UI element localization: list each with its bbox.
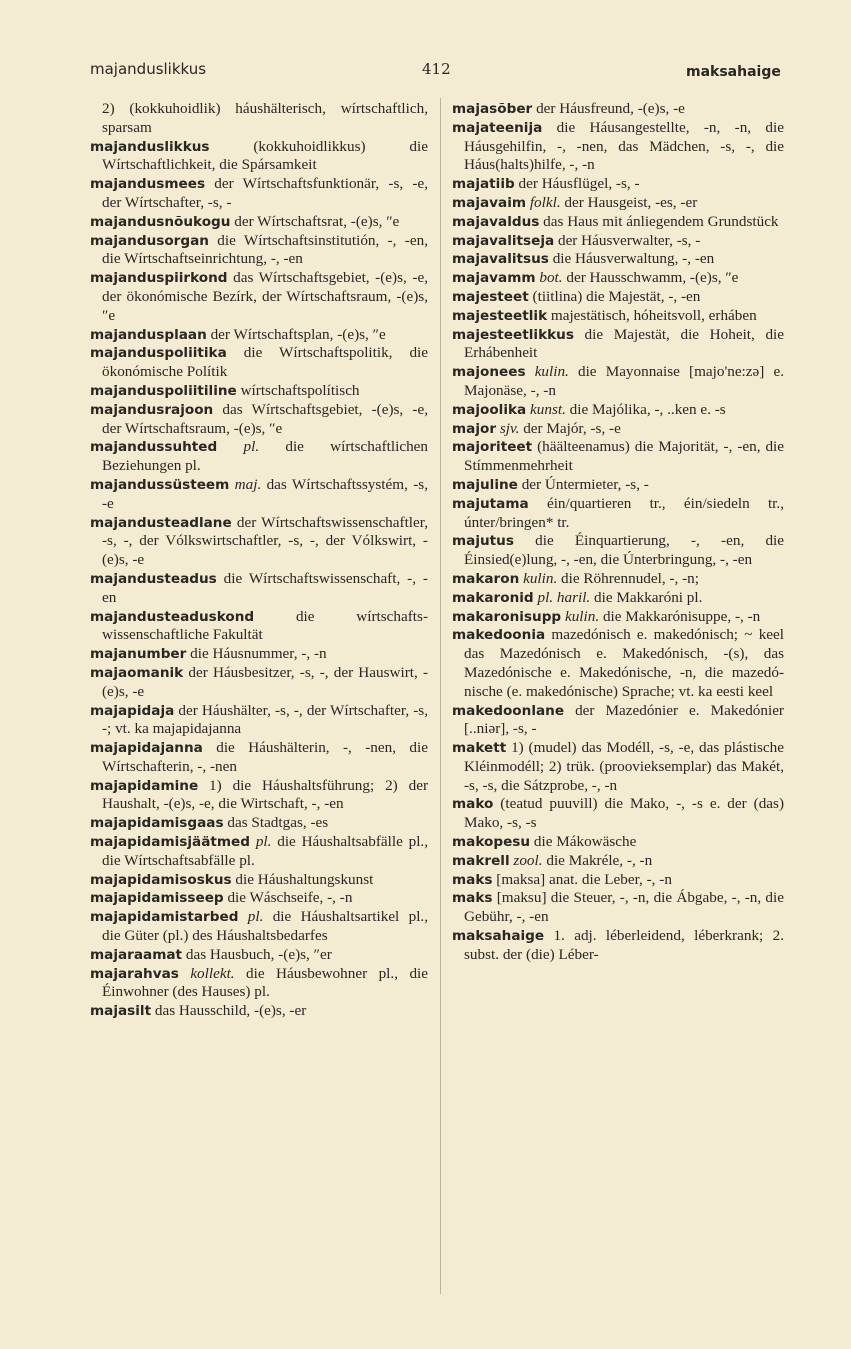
dictionary-entry [452,476,784,495]
entry-label: kollekt. [190,964,235,982]
dictionary-entry [90,401,428,439]
entry-headword: majapidamisgaas [90,815,224,832]
header-left-guideword: majanduslikkus [90,60,207,78]
entry-headword: majapidajanna [90,740,203,757]
entry-headword: majutus [452,533,514,550]
entry-headword: majutama [452,495,529,512]
entry-definition: die Háusverwaltung, -, -en [548,250,715,268]
entry-headword: major [452,420,497,437]
dictionary-entry [452,702,784,740]
dictionary-entry [90,269,428,325]
entry-definition: 2) (kokkuhoidlik) háushälterisch, wírtschaftlich, sparsam [102,100,428,136]
entry-headword: majandusteaduskond [90,608,255,625]
entry-definition: éin/quartieren tr., éin/siedeln tr., únter/bringen* tr. [464,494,784,531]
entry-headword: majandussuhted [90,439,218,456]
dictionary-entry [452,119,784,175]
entry-definition: die wírtschaftswissenschaftliche Fakultät [102,607,428,644]
entry-definition: (kokkuhoidlikkus) die Wírtschaftlichkeit, die Spársamkeit [102,137,428,174]
entry-definition: die Makkaróni pl. [590,588,703,606]
entry-headword: majanduspoliitika [90,345,227,362]
entry-definition: die Makréle, -, -n [542,851,653,869]
entry-definition: das Haus mit ánliegendem Grundstück [539,212,779,230]
entry-definition: der Majór, -s, -e [519,419,621,437]
entry-definition: [maksu] die Steuer, -, -n, die Ábgabe, -, -n, die Gebühr, -, -en [464,889,784,926]
dictionary-entry [90,871,428,890]
entry-definition: die Wírtschaftsinstitutión, -, -en, die Wírtschaftseinrichtung, -, -en [102,231,428,268]
entry-definition: der Hausgeist, -es, -er [560,193,698,211]
dictionary-entry [90,946,428,965]
entry-headword: majasilt [90,1003,152,1020]
entry-label: zool. [513,851,543,869]
dictionary-entry [90,438,428,476]
entry-definition: die Mayonnaise [majo'ne:zə] e. Majonäse, -, -n [464,363,784,399]
entry-headword: makaronisupp [452,608,562,625]
dictionary-entry [90,702,428,740]
entry-label: folkl. [529,193,561,211]
entry-headword: majateenija [452,119,543,136]
dictionary-entry [90,777,428,815]
dictionary-entry [90,232,428,270]
dictionary-entry [452,795,784,833]
dictionary-entry [90,344,428,382]
column-divider [440,98,441,1294]
dictionary-entry [90,608,428,646]
entry-headword: majapidamistarbed [90,909,239,926]
entry-headword: majandusplaan [90,326,207,343]
entry-headword: majapidamisseep [90,890,224,907]
entry-label: kulin. [534,363,569,381]
entry-headword: majoolika [452,401,527,418]
entry-definition: (tiitlina) die Majestät, -, -en [528,287,701,305]
entry-definition: das Wírtschaftssystém, -s, -e [102,475,428,512]
entry-definition: der Háusfreund, -(e)s, -e [532,100,685,117]
entry-headword: majanumber [90,646,187,663]
dictionary-entry [90,514,428,570]
dictionary-entry [452,589,784,608]
dictionary-entry [90,570,428,608]
dictionary-entry [90,382,428,401]
entry-headword: makedoonia [452,627,546,644]
entry-definition: die Háushaltsabfälle pl., die Wírtschaftsabfälle pl. [102,833,429,869]
entry-definition: 1) die Háushaltsführung; 2) der Haushalt, -(e)s, -e, die Wirtschaft, -, -en [102,776,428,813]
entry-headword: majandusteadlane [90,514,232,531]
entry-definition: der Hausschwamm, -(e)s, ″e [562,269,739,287]
entry-headword: makett [452,740,507,757]
entry-definition: der Wírtschaftsrat, -(e)s, ″e [230,212,400,230]
entry-headword: maksahaige [452,928,545,945]
dictionary-entry [452,288,784,307]
entry-definition: 1. adj. léberleidend, léberkrank; 2. subst. der (die) Léber- [464,927,784,963]
entry-headword: maks [452,871,493,888]
entry-label: kunst. [530,400,566,418]
entry-definition: der Wírtschaftswissenschaftler, -s, -, der Vólkswirtschaftler, -s, -, der Vólkswirt, -(e)s, -e [102,513,428,569]
entry-headword: majandusmees [90,176,206,193]
entry-definition: das Wírtschaftsgebiet, -(e)s, -e, der ökonómische Bezírk, der Wírtschaftsraum, -(e)s, ″e [102,269,428,324]
entry-definition: die Háusangestellte, -n, -n, die Háusgehilfin, -, -nen, das Mädchen, -s, -, die Háus(halts)hilfe, -, -n [464,118,784,174]
entry-definition: der Háushälter, -s, -, der Wírtschafter, -s, -; vt. ka majapidajanna [102,701,428,738]
dictionary-entry [90,833,428,871]
entry-definition: (teatud puuvill) die Mako, -, -s e. der (das) Mako, -s, -s [464,795,784,832]
entry-label: sjv. [499,419,520,437]
entry-headword: maks [452,890,493,907]
entry-headword: majanduspiirkond [90,270,228,287]
entry-definition: die Majólika, -, ..ken e. -s [565,400,726,418]
entry-label: kulin. [564,607,600,625]
dictionary-entry [452,401,784,420]
entry-definition: das Stadtgas, -es [223,814,329,832]
entry-definition: die Röhrennudel, -, -n; [557,569,699,587]
header-right-guideword: maksahaige [686,64,781,80]
dictionary-entry [452,570,784,589]
entry-definition: die Wírtschaftswissenschaft, -, -en [102,569,428,606]
dictionary-entry [452,232,784,251]
entry-headword: majandusorgan [90,232,209,249]
dictionary-entry [452,852,784,871]
entry-headword: makedoonlane [452,702,565,719]
page-header [0,58,851,84]
dictionary-entry [90,739,428,777]
entry-definition: die Háusnummer, -, -n [186,645,327,663]
dictionary-entry [452,608,784,627]
dictionary-entry [452,100,784,119]
entry-space [238,908,247,925]
right-column [452,100,784,965]
entry-definition: die Háushälterin, -, -nen, die Wírtschafterin, -, -nen [102,739,428,775]
entry-headword: majapidaja [90,702,175,719]
entry-headword: majaomanik [90,664,184,681]
entry-headword: majanduslikkus [90,138,210,155]
entry-definition: [maksa] anat. die Leber, -, -n [492,870,672,888]
entry-definition: das Hausbuch, -(e)s, ″er [182,945,332,963]
entry-label: pl. [247,908,264,926]
entry-definition: die Háushaltsartikel pl., die Güter (pl.) des Háushaltsbedarfes [102,908,429,945]
dictionary-entry [90,476,428,514]
entry-label: kulin. [523,569,558,587]
entry-headword: makaron [452,570,520,587]
dictionary-entry [452,420,784,439]
entry-definition: mazedónisch e. makedónisch; ~ keel das Mazedónisch e. Makedónisch, -(s), das Mazedónische e. Makedónische, -n, die mazedónische (e. makedónische) Sprache; vt. ka eesti keel [464,626,784,700]
dictionary-entry [452,626,784,701]
entry-headword: majaraamat [90,946,183,963]
entry-headword: majapidamisjäätmed [90,834,250,851]
entry-definition: der Háusflügel, -s, - [514,175,640,193]
dictionary-entry [90,1002,428,1021]
entry-headword: makaronid [452,589,534,606]
dictionary-entry [452,250,784,269]
dictionary-entry [452,213,784,232]
dictionary-entry [452,532,784,570]
entry-definition: die Wáschseife, -, -n [223,889,353,907]
page-number: 412 [422,60,451,78]
dictionary-entry [452,326,784,364]
entry-definition: die Makkarónisuppe, -, -n [599,607,761,625]
dictionary-entry [90,138,428,176]
entry-definition: majestätisch, hóheitsvoll, erháben [547,306,757,324]
entry-headword: mako [452,796,494,813]
entry-headword: majanduspoliitiline [90,382,237,399]
entry-definition: die Éinquartierung, -, -en, die Éinsied(e)lung, -, -en, die Únterbringung, -, -en [464,532,784,569]
dictionary-entry [452,495,784,533]
dictionary-entry [90,175,428,213]
entry-definition: die Wírtschaftspolitik, die ökonómische Polítik [102,344,428,381]
dictionary-entry [452,363,784,401]
entry-headword: majesteetlikkus [452,326,574,343]
dictionary-entry [90,100,428,138]
dictionary-entry [452,927,784,965]
left-column [90,100,428,1021]
dictionary-entry [452,871,784,890]
entry-definition: die Majestät, die Hoheit, die Erhábenheit [464,325,784,362]
dictionary-entry [90,965,428,1003]
entry-headword: makrell [452,852,510,869]
entry-definition: die Háusbewohner pl., die Éinwohner (des Hauses) pl. [102,964,428,1001]
dictionary-entry [452,194,784,213]
dictionary-entry [90,213,428,232]
dictionary-entry [452,833,784,852]
entry-headword: majandussüsteem [90,476,230,493]
entry-headword: majavaim [452,194,527,211]
entry-definition: der Wírtschaftsfunktionär, -s, -e, der Wírtschafter, -s, - [102,175,428,211]
entry-label: bot. [539,269,563,287]
dictionary-entry [90,645,428,664]
entry-headword: makopesu [452,834,531,851]
entry-definition: (häälteenamus) die Majorität, -, -en, die Stímmenmehrheit [464,438,784,475]
entry-definition: wírtschaftspolítisch [236,381,360,399]
dictionary-entry [452,175,784,194]
entry-headword: majesteetlik [452,307,548,324]
entry-label: pl. [243,438,260,456]
entry-definition: der Háusbesitzer, -s, -, der Hauswirt, -(e)s, -e [102,663,428,700]
entry-headword: majavalitseja [452,232,555,249]
entry-definition: der Háusverwalter, -s, - [554,231,701,249]
entry-headword: majonees [452,364,526,381]
dictionary-entry [452,307,784,326]
entry-definition: das Hausschild, -(e)s, -er [151,1002,307,1020]
entry-label: maj. [234,475,262,493]
dictionary-entry [90,814,428,833]
dictionary-entry [90,889,428,908]
entry-headword: majarahvas [90,965,179,982]
entry-definition: der Mazedónier e. Makedónier [..niər], -s, - [464,701,784,738]
entry-definition: die Mákowäsche [530,833,637,851]
entry-headword: majapidamisoskus [90,871,232,888]
entry-headword: majatiib [452,176,515,193]
entry-space [526,363,535,380]
entry-space [217,438,243,455]
entry-definition: 1) (mudel) das Modéll, -s, -e, das plástische Kléinmodéll; 2) trük. (proovieksemplar) das Makét, -s, -s, die Sátzprobe, -, -n [464,739,784,794]
dictionary-entry [452,269,784,288]
entry-label: pl. haril. [537,588,591,606]
entry-headword: majavaldus [452,213,540,230]
entry-label: pl. [255,833,272,851]
entry-definition: die wírtschaftlichen Beziehungen pl. [102,438,429,475]
entry-headword: majandusrajoon [90,401,214,418]
entry-headword: majesteet [452,288,529,305]
entry-headword: majoriteet [452,439,533,456]
entry-headword: majandusteadus [90,570,217,587]
entry-headword: majavalitsus [452,251,549,268]
entry-definition: der Wírtschaftsplan, -(e)s, ″e [206,325,386,343]
dictionary-entry [452,438,784,476]
dictionary-entry [90,908,428,946]
dictionary-entry [90,664,428,702]
entry-headword: majuline [452,476,518,493]
entry-definition: die Háushaltungskunst [231,870,374,888]
entry-headword: majandusnõukogu [90,213,231,230]
dictionary-entry [452,739,784,795]
entry-headword: majasõber [452,101,533,117]
entry-space [179,965,190,982]
dictionary-entry [90,326,428,345]
dictionary-entry [452,889,784,927]
entry-definition: der Úntermieter, -s, - [517,475,649,493]
entry-headword: majavamm [452,270,536,287]
entry-definition: das Wírtschaftsgebiet, -(e)s, -e, der Wírtschaftsraum, -(e)s, ″e [102,400,428,437]
entry-headword: majapidamine [90,777,199,794]
